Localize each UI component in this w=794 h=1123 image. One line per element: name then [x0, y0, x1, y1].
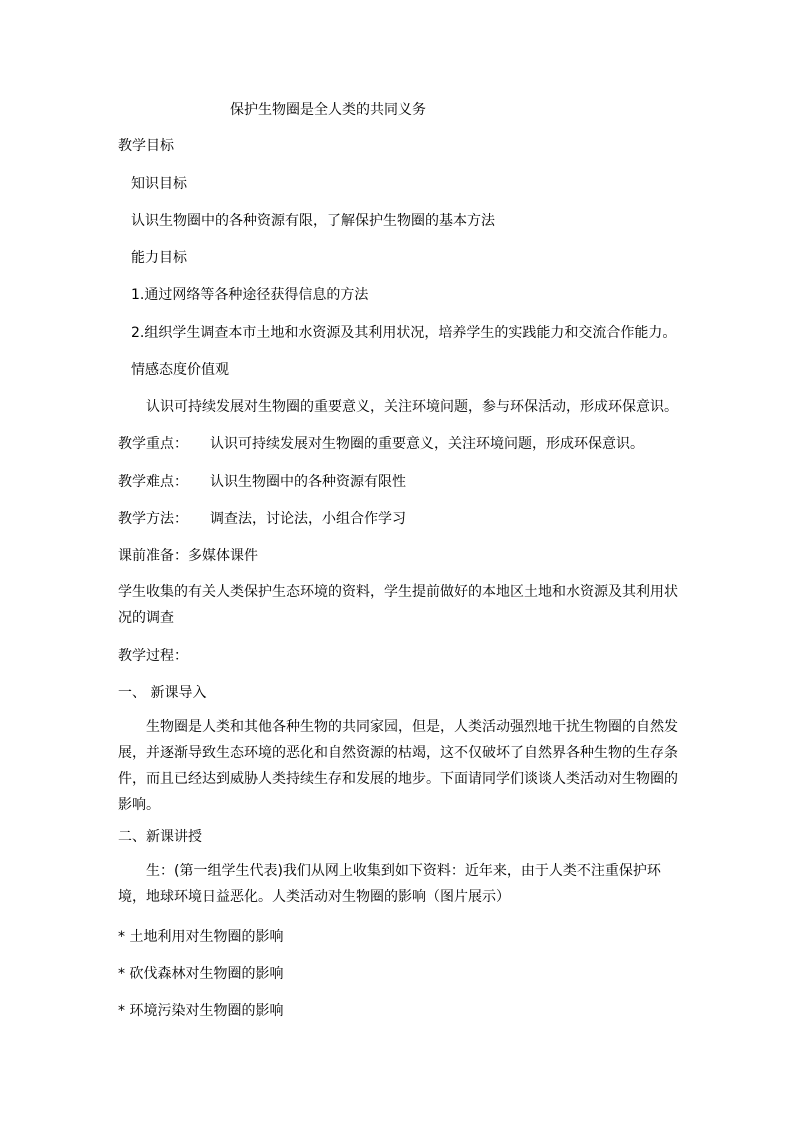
ability-heading: 能力目标: [131, 250, 187, 266]
key-point-text: 认识可持续发展对生物圈的重要意义，关注环境问题，形成环保意识。: [210, 436, 644, 452]
method-label: 教学方法：: [118, 511, 188, 527]
section1-heading: 一、 新课导入: [118, 685, 207, 701]
key-point-label: 教学重点：: [118, 436, 188, 452]
process-heading: 教学过程：: [118, 648, 188, 664]
emotion-heading: 情感态度价值观: [131, 362, 229, 378]
method-row: [118, 510, 406, 528]
ability-item: 2.组织学生调查本市土地和水资源及其利用状况，培养学生的实践能力和交流合作能力。: [131, 325, 677, 341]
difficulty-label: 教学难点：: [118, 474, 188, 490]
section2-heading: 二、新课讲授: [118, 829, 202, 845]
document-title: 保护生物圈是全人类的共同义务: [230, 102, 426, 118]
bullet-item: * 土地利用对生物圈的影响: [118, 929, 284, 945]
difficulty-text: 认识生物圈中的各种资源有限性: [210, 474, 406, 490]
materials-paragraph: 学生收集的有关人类保护生态环境的资料，学生提前做好的本地区土地和水资源及其利用状况的调查: [118, 584, 678, 626]
difficulty-row: [118, 473, 406, 491]
section2-paragraph: 生：(第一组学生代表)我们从网上收集到如下资料：近年来，由于人类不注重保护环境，地球环境日益恶化。人类活动对生物圈的影响（图片展示）: [118, 863, 661, 905]
emotion-text: 认识可持续发展对生物圈的重要意义，关注环境问题，参与环保活动，形成环保意识。: [146, 399, 678, 415]
objectives-heading: 教学目标: [118, 138, 174, 154]
bullet-item: * 砍伐森林对生物圈的影响: [118, 966, 284, 982]
ability-item: 1.通过网络等各种途径获得信息的方法: [131, 287, 369, 303]
key-point-row: [118, 435, 644, 453]
preparation-text: 课前准备：多媒体课件: [118, 548, 258, 564]
method-text: 调查法，讨论法，小组合作学习: [210, 511, 406, 527]
knowledge-text: 认识生物圈中的各种资源有限，了解保护生物圈的基本方法: [131, 213, 495, 229]
bullet-item: * 环境污染对生物圈的影响: [118, 1003, 284, 1019]
section1-paragraph: 生物圈是人类和其他各种生物的共同家园，但是，人类活动强烈地干扰生物圈的自然发展，并逐渐导致生态环境的恶化和自然资源的枯竭，这不仅破坏了自然界各种生物的生存条件，而且已经达到威胁人类持续生存和发展的地步。下面请同学们谈谈人类活动对生物圈的影响。: [118, 719, 678, 813]
knowledge-heading: 知识目标: [131, 176, 187, 192]
